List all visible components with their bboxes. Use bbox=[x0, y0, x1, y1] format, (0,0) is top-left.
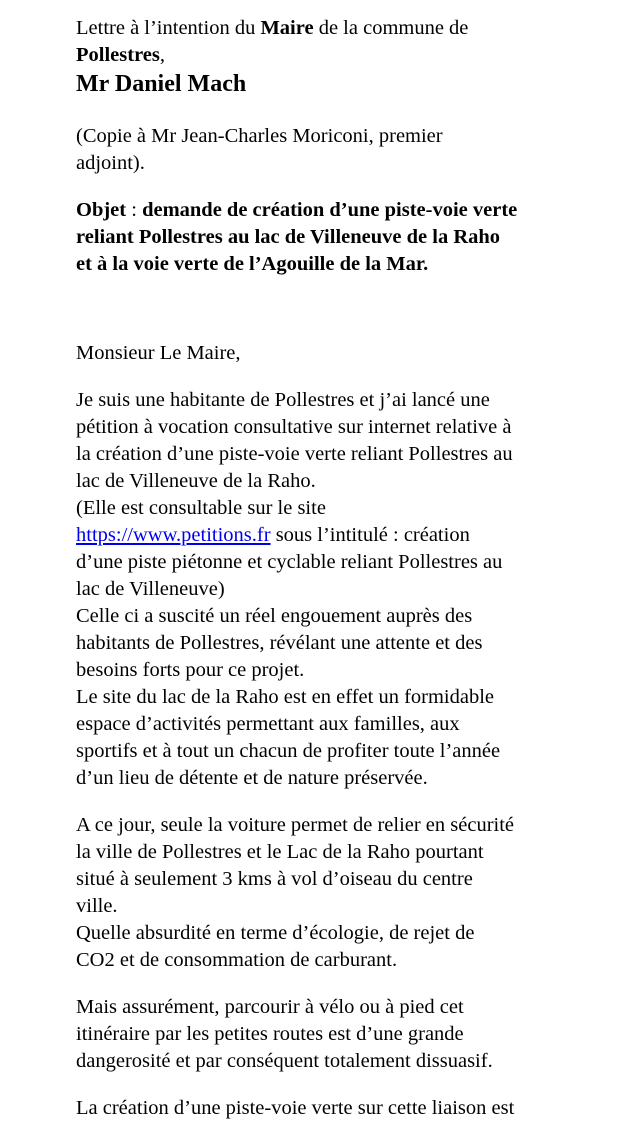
subject-separator: : bbox=[126, 199, 143, 221]
header-bold-town: Pollestres bbox=[76, 44, 160, 66]
paragraph-line: besoins forts pour ce projet. bbox=[76, 659, 305, 681]
subject-label: Objet bbox=[76, 199, 127, 221]
header-text: , bbox=[159, 44, 165, 66]
paragraph-line: (Elle est consultable sur le site bbox=[76, 497, 326, 519]
subject-line: reliant Pollestres au lac de Villeneuve de la Raho bbox=[76, 226, 501, 248]
recipient-name: Mr Daniel Mach bbox=[76, 71, 247, 97]
header-line bbox=[76, 15, 576, 42]
paragraph-line: la ville de Pollestres et le Lac de la Raho pourtant bbox=[76, 841, 484, 863]
paragraph-line: situé à seulement 3 kms à vol d’oiseau du centre bbox=[76, 868, 473, 890]
paragraph-line: Quelle absurdité en terme d’écologie, de rejet de bbox=[76, 922, 475, 944]
paragraph-line: Je suis une habitante de Pollestres et j’ai lancé une bbox=[76, 389, 490, 411]
paragraph-line: d’une piste piétonne et cyclable reliant Pollestres au bbox=[76, 551, 503, 573]
subject-text: demande de création d’une piste-voie verte bbox=[142, 199, 518, 221]
paragraph-line: Celle ci a suscité un réel engouement auprès des bbox=[76, 605, 473, 627]
subject-line bbox=[76, 197, 576, 224]
copy-line: (Copie à Mr Jean-Charles Moriconi, premier bbox=[76, 125, 443, 147]
paragraph-line: CO2 et de consommation de carburant. bbox=[76, 949, 398, 971]
paragraph-line: itinéraire par les petites routes est d’une grande bbox=[76, 1023, 464, 1045]
paragraph-line: Mais assurément, parcourir à vélo ou à pied cet bbox=[76, 996, 464, 1018]
paragraph-line: la création d’une piste-voie verte reliant Pollestres au bbox=[76, 443, 513, 465]
paragraph-car-only bbox=[76, 812, 576, 974]
letter-document bbox=[76, 15, 576, 1122]
paragraph-line: lac de Villeneuve) bbox=[76, 578, 225, 600]
petitions-link[interactable]: https://www.petitions.fr bbox=[76, 524, 271, 546]
copy-line: adjoint). bbox=[76, 152, 145, 174]
paragraph-danger bbox=[76, 994, 576, 1075]
paragraph-petition bbox=[76, 387, 576, 792]
paragraph-line: ville. bbox=[76, 895, 118, 917]
paragraph-line: espace d’activités permettant aux familles, aux bbox=[76, 713, 460, 735]
header-line bbox=[76, 42, 576, 69]
copy-note bbox=[76, 123, 576, 177]
paragraph-line: d’un lieu de détente et de nature préservée. bbox=[76, 767, 428, 789]
paragraph-line: lac de Villeneuve de la Raho. bbox=[76, 470, 316, 492]
paragraph-line bbox=[76, 522, 576, 549]
paragraph-line: pétition à vocation consultative sur internet relative à bbox=[76, 416, 512, 438]
paragraph-text: sous l’intitulé : création bbox=[270, 524, 470, 546]
header-text: de la commune de bbox=[313, 17, 469, 39]
paragraph-line: dangerosité et par conséquent totalement dissuasif. bbox=[76, 1050, 493, 1072]
header-text: Lettre à l’intention du bbox=[76, 17, 261, 39]
salutation: Monsieur Le Maire, bbox=[76, 342, 241, 364]
paragraph-line: habitants de Pollestres, révélant une attente et des bbox=[76, 632, 483, 654]
subject-line: et à la voie verte de l’Agouille de la Mar. bbox=[76, 253, 429, 275]
subject-block bbox=[76, 197, 576, 278]
paragraph-line: A ce jour, seule la voiture permet de relier en sécurité bbox=[76, 814, 515, 836]
header-bold-maire: Maire bbox=[260, 17, 314, 39]
paragraph-line: La création d’une piste-voie verte sur cette liaison est bbox=[76, 1097, 515, 1119]
paragraph-line: Le site du lac de la Raho est en effet un formidable bbox=[76, 686, 495, 708]
paragraph-line: sportifs et à tout un chacun de profiter toute l’année bbox=[76, 740, 501, 762]
letter-header bbox=[76, 15, 576, 99]
paragraph-creation bbox=[76, 1095, 576, 1122]
